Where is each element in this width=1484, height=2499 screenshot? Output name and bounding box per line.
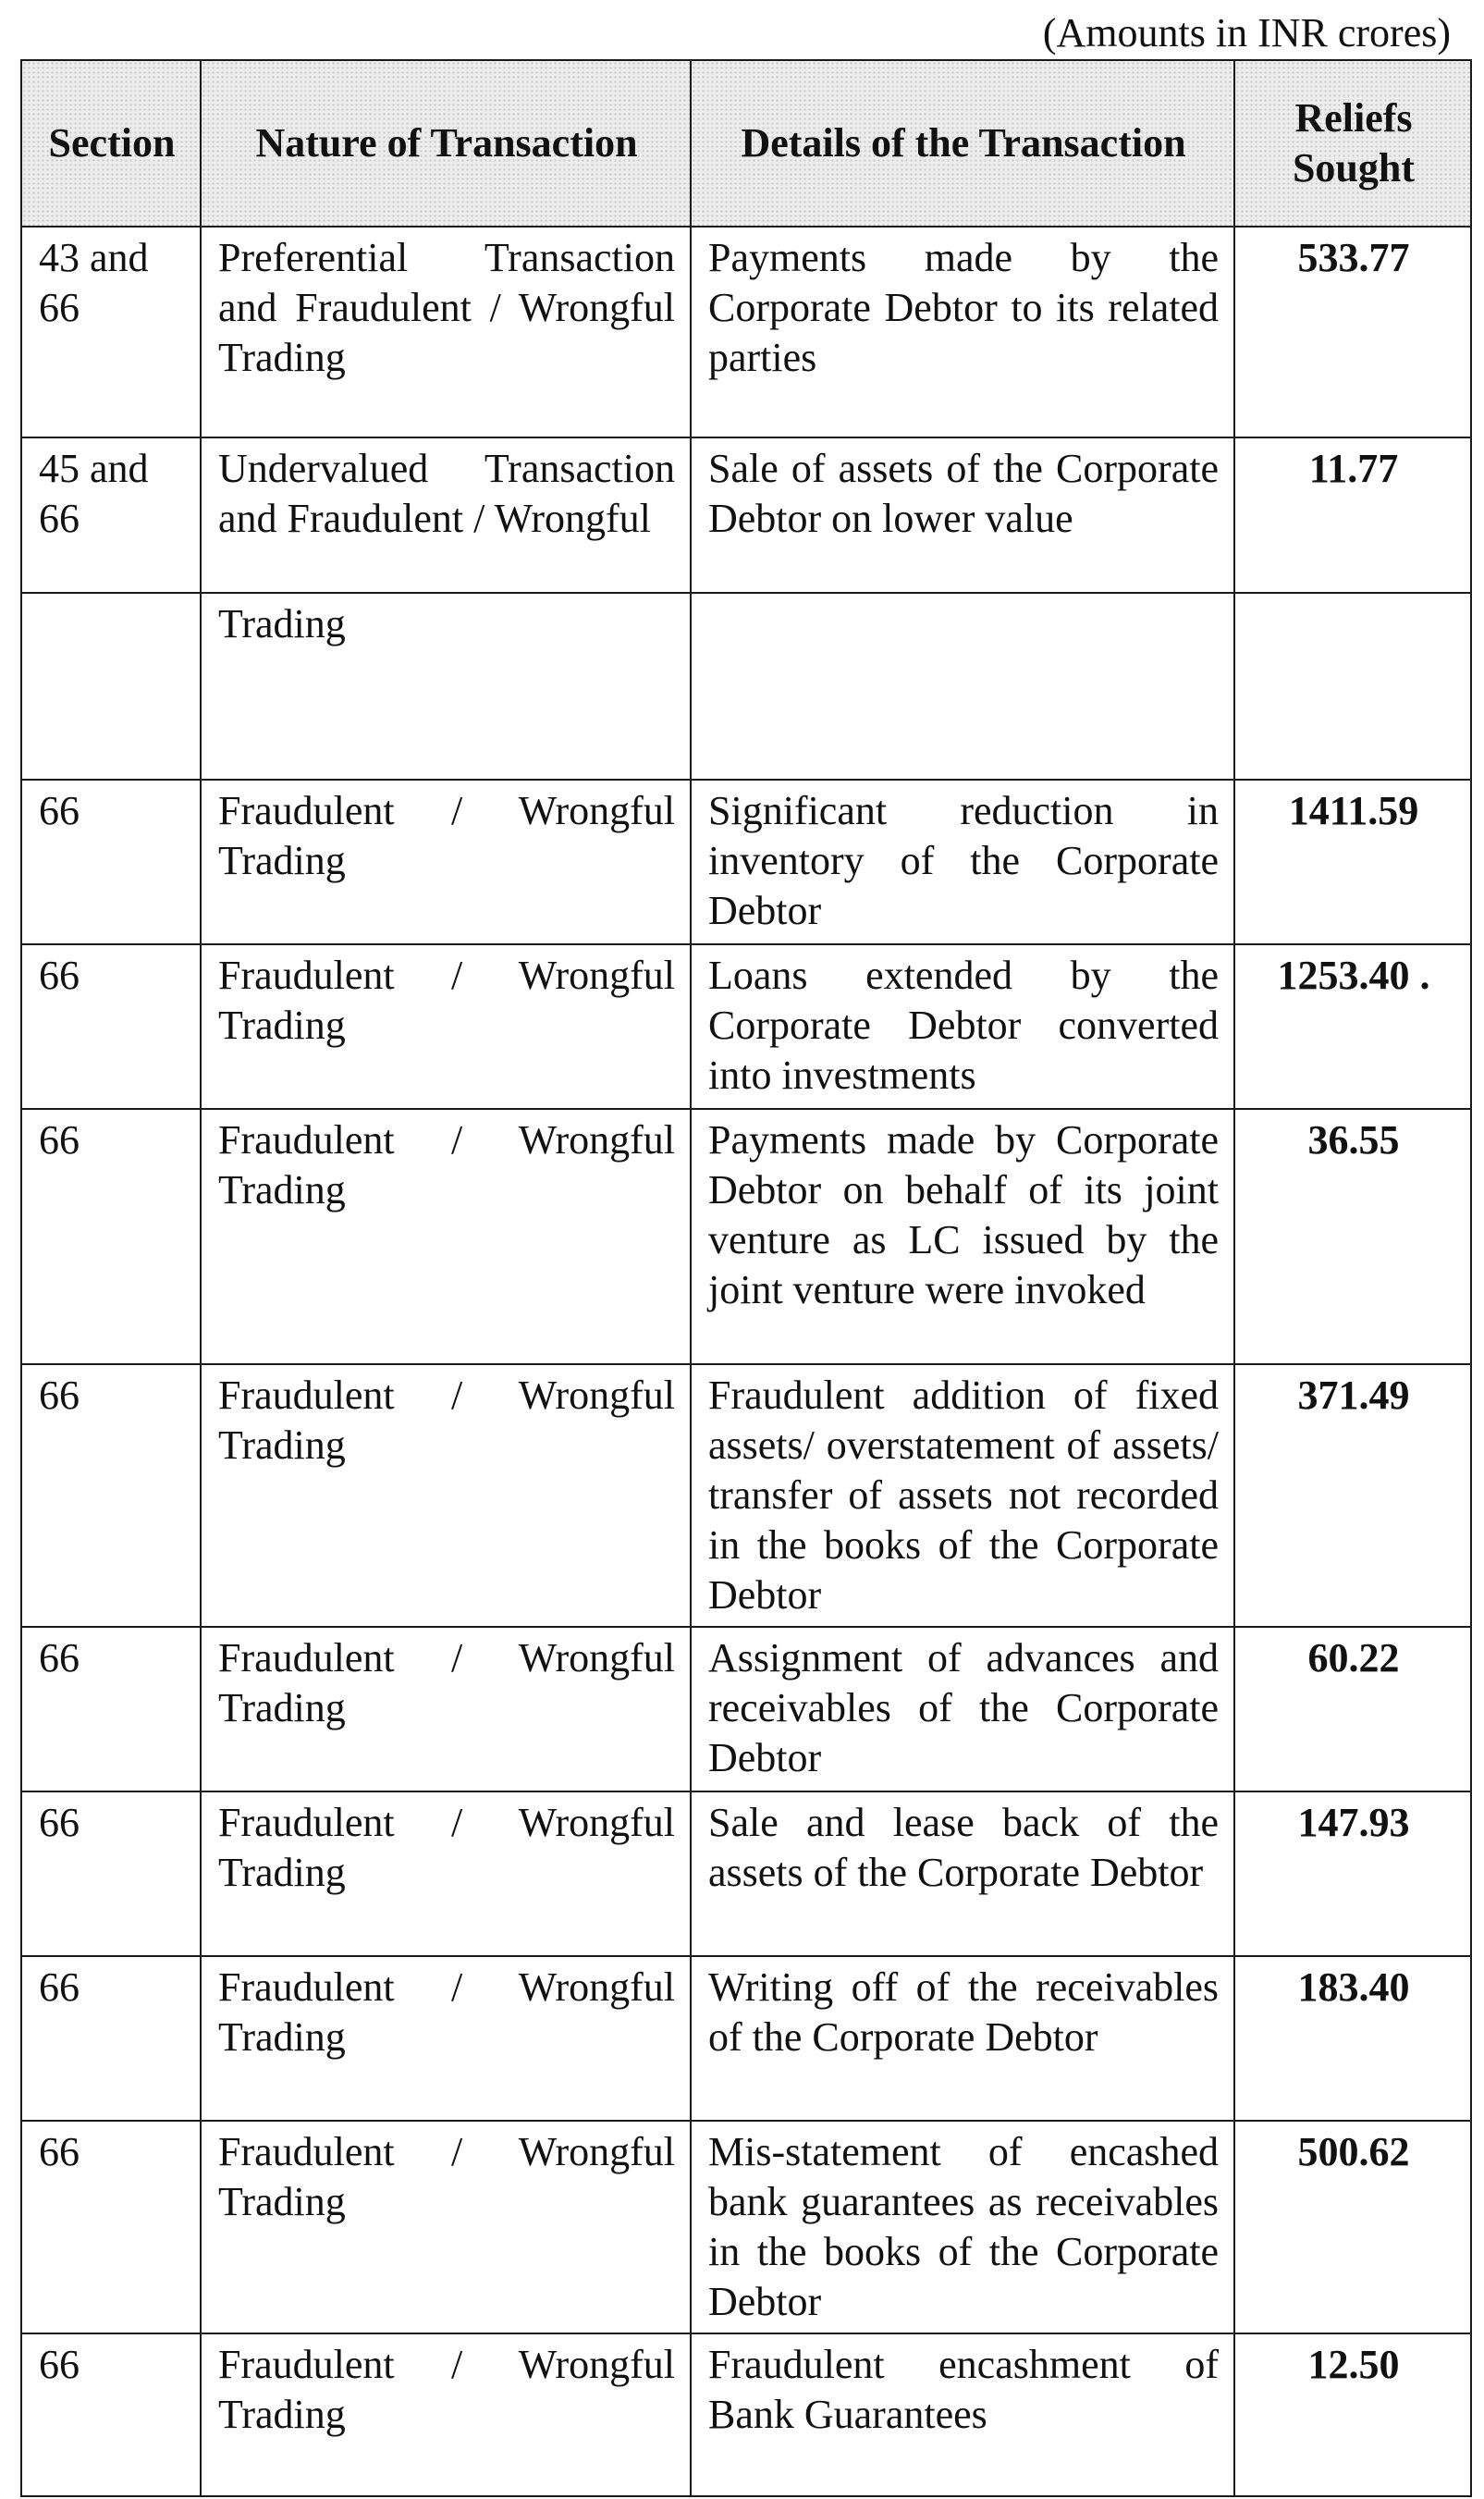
cell-details: Payments made by Corporate Debtor on behalf of its joint venture as LC issued by the joint venture were invoked <box>691 1109 1234 1364</box>
cell-details: Mis-statement of encashed bank guarantees as receivables in the books of the Corporate Debtor <box>691 2121 1234 2333</box>
cell-relief: 147.93 <box>1234 1791 1471 1956</box>
header-details: Details of the Transaction <box>691 60 1234 227</box>
cell-nature: Fraudulent / Wrongful Trading <box>201 1109 691 1364</box>
cell-nature: Fraudulent / Wrongful Trading <box>201 1627 691 1791</box>
cell-relief: 36.55 <box>1234 1109 1471 1364</box>
cell-nature: Fraudulent / Wrongful Trading <box>201 944 691 1109</box>
transactions-table-part-1 <box>20 59 1472 594</box>
cell-relief: 371.49 <box>1234 1364 1471 1627</box>
cell-relief: 1411.59 <box>1234 780 1471 944</box>
cell-section: 45 and 66 <box>21 437 201 593</box>
transactions-table-part-2 <box>20 592 1472 2497</box>
table-row <box>21 1956 1471 2121</box>
cell-nature: Trading <box>201 593 691 780</box>
cell-section: 66 <box>21 1109 201 1364</box>
cell-details: Loans extended by the Corporate Debtor converted into investments <box>691 944 1234 1109</box>
cell-nature: Preferential Transaction and Fraudulent / Wrongful Trading <box>201 227 691 437</box>
cell-section: 66 <box>21 1956 201 2121</box>
table-row <box>21 944 1471 1109</box>
cell-nature: Fraudulent / Wrongful Trading <box>201 2121 691 2333</box>
cell-section: 66 <box>21 780 201 944</box>
table-row <box>21 1627 1471 1791</box>
cell-details: Significant reduction in inventory of the Corporate Debtor <box>691 780 1234 944</box>
cell-details: Fraudulent addition of fixed assets/ overstatement of assets/ transfer of assets not recorded in the books of the Corporate Debtor <box>691 1364 1234 1627</box>
cell-section: 43 and 66 <box>21 227 201 437</box>
table-row <box>21 2121 1471 2333</box>
table-row <box>21 1109 1471 1364</box>
cell-relief: 500.62 <box>1234 2121 1471 2333</box>
cell-nature: Fraudulent / Wrongful Trading <box>201 780 691 944</box>
table-row <box>21 1364 1471 1627</box>
header-nature: Nature of Transaction <box>201 60 691 227</box>
table-header-row <box>21 60 1471 227</box>
cell-relief: 60.22 <box>1234 1627 1471 1791</box>
cell-section: 66 <box>21 1627 201 1791</box>
cell-section: 66 <box>21 2121 201 2333</box>
header-relief: Reliefs Sought <box>1234 60 1471 227</box>
cell-relief: 183.40 <box>1234 1956 1471 2121</box>
cell-section: 66 <box>21 1791 201 1956</box>
cell-nature: Fraudulent / Wrongful Trading <box>201 1791 691 1956</box>
header-section: Section <box>21 60 201 227</box>
cell-details: Payments made by the Corporate Debtor to its related parties <box>691 227 1234 437</box>
table-row <box>21 227 1471 437</box>
cell-section <box>21 593 201 780</box>
table-row <box>21 1791 1471 1956</box>
cell-relief <box>1234 593 1471 780</box>
cell-relief: 12.50 <box>1234 2333 1471 2496</box>
amount-unit-note: (Amounts in INR crores) <box>1042 10 1451 55</box>
table-row <box>21 2333 1471 2496</box>
table-row <box>21 593 1471 780</box>
cell-relief: 1253.40 . <box>1234 944 1471 1109</box>
cell-details: Fraudulent encashment of Bank Guarantees <box>691 2333 1234 2496</box>
cell-details: Assignment of advances and receivables of the Corporate Debtor <box>691 1627 1234 1791</box>
cell-nature: Undervalued Transaction and Fraudulent / Wrongful <box>201 437 691 593</box>
cell-section: 66 <box>21 1364 201 1627</box>
table-row <box>21 780 1471 944</box>
cell-section: 66 <box>21 2333 201 2496</box>
cell-nature: Fraudulent / Wrongful Trading <box>201 1364 691 1627</box>
cell-section: 66 <box>21 944 201 1109</box>
cell-details <box>691 593 1234 780</box>
cell-nature: Fraudulent / Wrongful Trading <box>201 1956 691 2121</box>
cell-nature: Fraudulent / Wrongful Trading <box>201 2333 691 2496</box>
table-row <box>21 437 1471 593</box>
cell-relief: 11.77 <box>1234 437 1471 593</box>
cell-details: Sale of assets of the Corporate Debtor on lower value <box>691 437 1234 593</box>
cell-details: Sale and lease back of the assets of the Corporate Debtor <box>691 1791 1234 1956</box>
cell-details: Writing off of the receivables of the Corporate Debtor <box>691 1956 1234 2121</box>
cell-relief: 533.77 <box>1234 227 1471 437</box>
